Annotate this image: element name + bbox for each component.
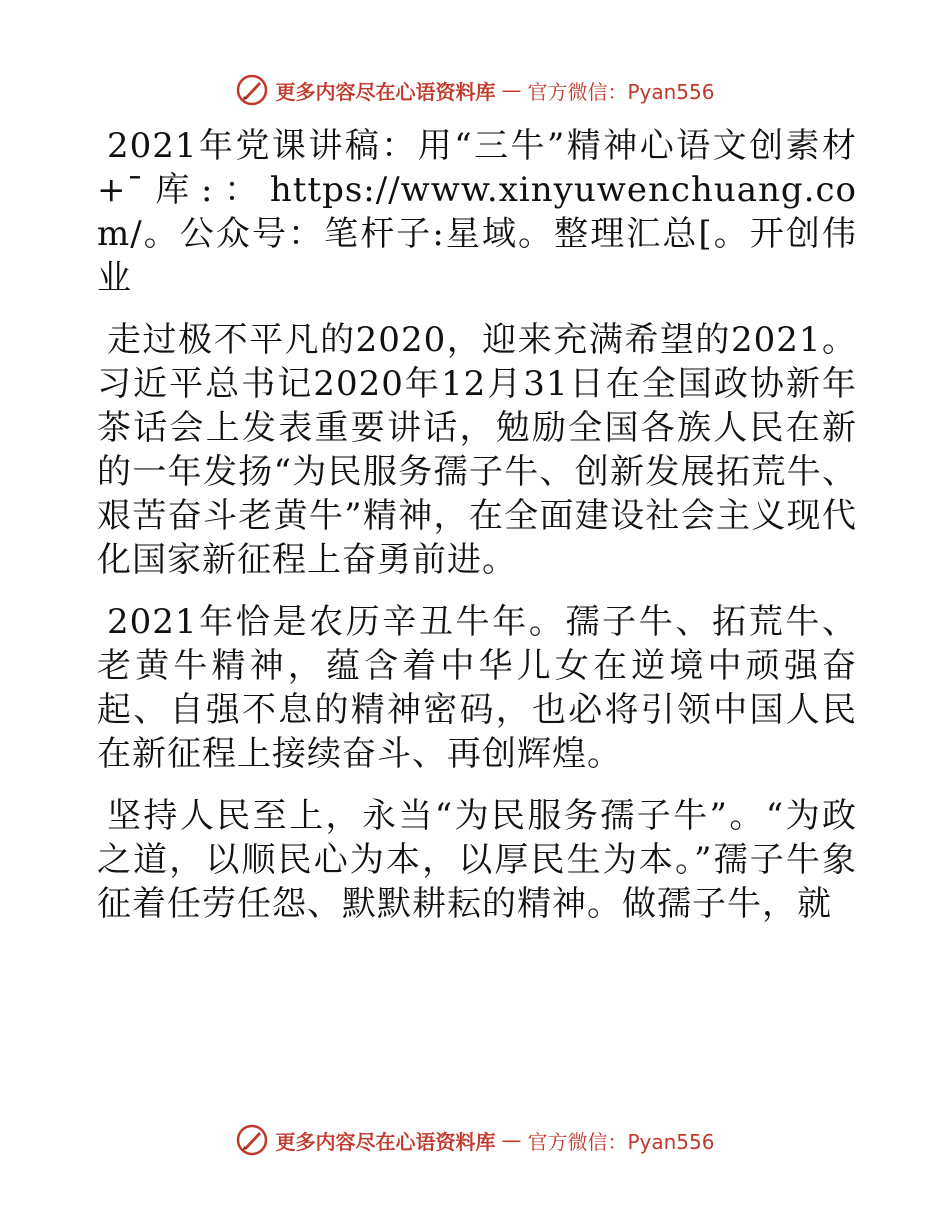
paragraph: 走过极不平凡的2020，迎来充满希望的2021。习近平总书记2020年12月31日在全国政协新年茶话会上发表重要讲话，勉励全国各族人民在新的一年发扬“为民服务孺子牛、创新发展拓荒牛、艰苦奋斗老黄牛”精神，在全面建设社会主义现代化国家新征程上奋勇前进。 [97,320,857,580]
document-body [97,124,857,944]
watermark-wechat-text: 官方微信：Pyan556 [527,79,715,104]
watermark-wechat-text: 官方微信：Pyan556 [527,1129,715,1154]
watermark-main-text: 更多内容尽在心语资料库 [275,1129,496,1154]
watermark-dash: — [501,78,522,102]
paragraph: 坚持人民至上，永当“为民服务孺子牛”。“为政之道，以顺民心为本，以厚民生为本。”孺子牛象征着任劳任怨、默默耕耘的精神。做孺子牛，就 [97,796,857,924]
watermark-banner-top [0,70,950,110]
paragraph: 2021年恰是农历辛丑牛年。孺子牛、拓荒牛、老黄牛精神，蕴含着中华儿女在逆境中顽强奋起、自强不息的精神密码，也必将引领中国人民在新征程上接续奋斗、再创辉煌。 [97,602,857,774]
document-title: 2021年党课讲稿：用“三牛”精神心语文创素材+¯库:：https://www.xinyuwenchuang.com/。公众号：笔杆子:星域。整理汇总[。开创伟业 [97,126,857,298]
watermark-banner-bottom [0,1120,950,1160]
quill-circle-icon [235,73,269,107]
quill-circle-icon [235,1123,269,1157]
watermark-dash: — [501,1128,522,1152]
watermark-main-text: 更多内容尽在心语资料库 [275,79,496,104]
